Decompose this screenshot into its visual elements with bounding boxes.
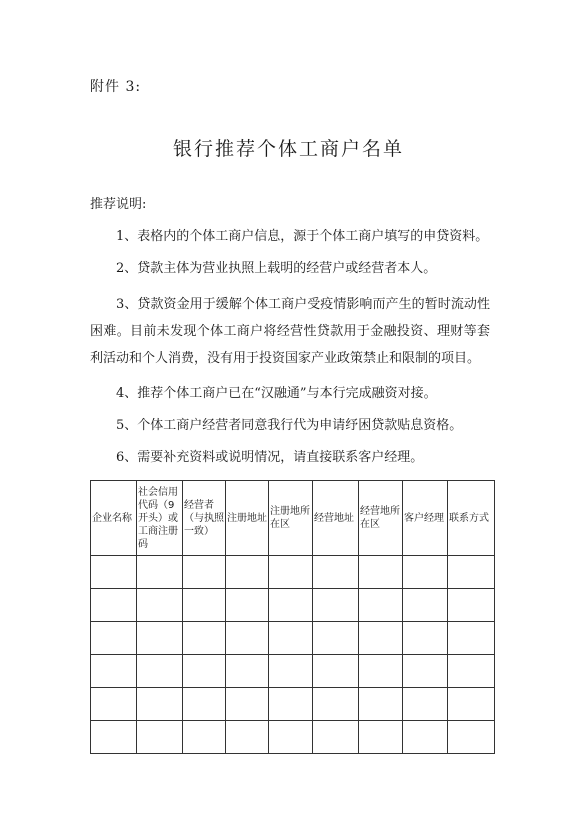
table-cell — [183, 589, 226, 622]
table-cell — [313, 655, 359, 688]
header-business-district: 经营地所在区 — [359, 481, 403, 556]
table-cell — [403, 556, 448, 589]
header-credit-code: 社会信用代码（9开头）或工商注册码 — [137, 481, 183, 556]
table-cell — [226, 688, 269, 721]
note-2: 2、贷款主体为营业执照上载明的经营户或经营者本人。 — [116, 261, 437, 276]
table-cell — [137, 622, 183, 655]
table-row — [91, 589, 495, 622]
table-cell — [91, 721, 137, 754]
table-cell — [91, 556, 137, 589]
note-3: 3、贷款资金用于缓解个体工商户受疫情影响而产生的暂时流动性困难。目前未发现个体工商户将经营性贷款用于金融投资、理财等套利活动和个人消费，没有用于投资国家产业政策禁止和限制的项目。 — [90, 297, 490, 366]
header-account-manager: 客户经理 — [403, 481, 448, 556]
table-cell — [313, 589, 359, 622]
table-cell — [359, 721, 403, 754]
table-row — [91, 655, 495, 688]
table-cell — [359, 655, 403, 688]
table-cell — [448, 556, 495, 589]
table-cell — [448, 655, 495, 688]
table-body — [91, 556, 495, 754]
note-4: 4、推荐个体工商户已在“汉融通”与本行完成融资对接。 — [116, 386, 437, 401]
table-cell — [313, 721, 359, 754]
table-cell — [313, 688, 359, 721]
table-cell — [226, 589, 269, 622]
table-cell — [359, 688, 403, 721]
table-cell — [269, 721, 313, 754]
table-cell — [269, 622, 313, 655]
header-registered-district: 注册地所在区 — [269, 481, 313, 556]
table-cell — [137, 556, 183, 589]
merchant-table — [90, 480, 495, 754]
table-cell — [137, 589, 183, 622]
table-cell — [359, 622, 403, 655]
notes-heading: 推荐说明: — [90, 197, 147, 212]
table-cell — [269, 688, 313, 721]
table-cell — [183, 556, 226, 589]
table-cell — [137, 655, 183, 688]
table-row — [91, 688, 495, 721]
table-cell — [448, 688, 495, 721]
table-cell — [313, 622, 359, 655]
header-operator: 经营者（与执照一致） — [183, 481, 226, 556]
table-cell — [91, 688, 137, 721]
table-cell — [403, 721, 448, 754]
note-1: 1、表格内的个体工商户信息，源于个体工商户填写的申贷资料。 — [116, 229, 489, 244]
note-5: 5、个体工商户经营者同意我行代为申请纾困贷款贴息资格。 — [116, 418, 463, 433]
table-cell — [91, 589, 137, 622]
table-cell — [137, 721, 183, 754]
table-cell — [448, 622, 495, 655]
header-contact: 联系方式 — [448, 481, 495, 556]
attachment-label: 附件 3: — [90, 79, 142, 95]
table-cell — [226, 556, 269, 589]
table-row — [91, 622, 495, 655]
table-cell — [359, 589, 403, 622]
table-cell — [226, 622, 269, 655]
table-header-row — [91, 481, 495, 556]
table-cell — [448, 589, 495, 622]
header-business-address: 经营地址 — [313, 481, 359, 556]
table-cell — [269, 655, 313, 688]
table-row — [91, 721, 495, 754]
recommendation-notes — [90, 195, 490, 480]
header-registered-address: 注册地址 — [226, 481, 269, 556]
table-cell — [91, 622, 137, 655]
table-cell — [226, 655, 269, 688]
table-cell — [403, 655, 448, 688]
table-cell — [183, 721, 226, 754]
header-company-name: 企业名称 — [91, 481, 137, 556]
table-cell — [226, 721, 269, 754]
table-cell — [403, 589, 448, 622]
table-cell — [269, 589, 313, 622]
table-cell — [359, 556, 403, 589]
table-cell — [91, 655, 137, 688]
table-cell — [183, 622, 226, 655]
note-6: 6、需要补充资料或说明情况，请直接联系客户经理。 — [116, 450, 424, 465]
table-cell — [269, 556, 313, 589]
table-cell — [183, 655, 226, 688]
table-cell — [403, 688, 448, 721]
document-title: 银行推荐个体工商户名单 — [172, 138, 404, 160]
table-cell — [137, 688, 183, 721]
table-row — [91, 556, 495, 589]
table-cell — [403, 622, 448, 655]
table-cell — [448, 721, 495, 754]
table-cell — [183, 688, 226, 721]
table-cell — [313, 556, 359, 589]
